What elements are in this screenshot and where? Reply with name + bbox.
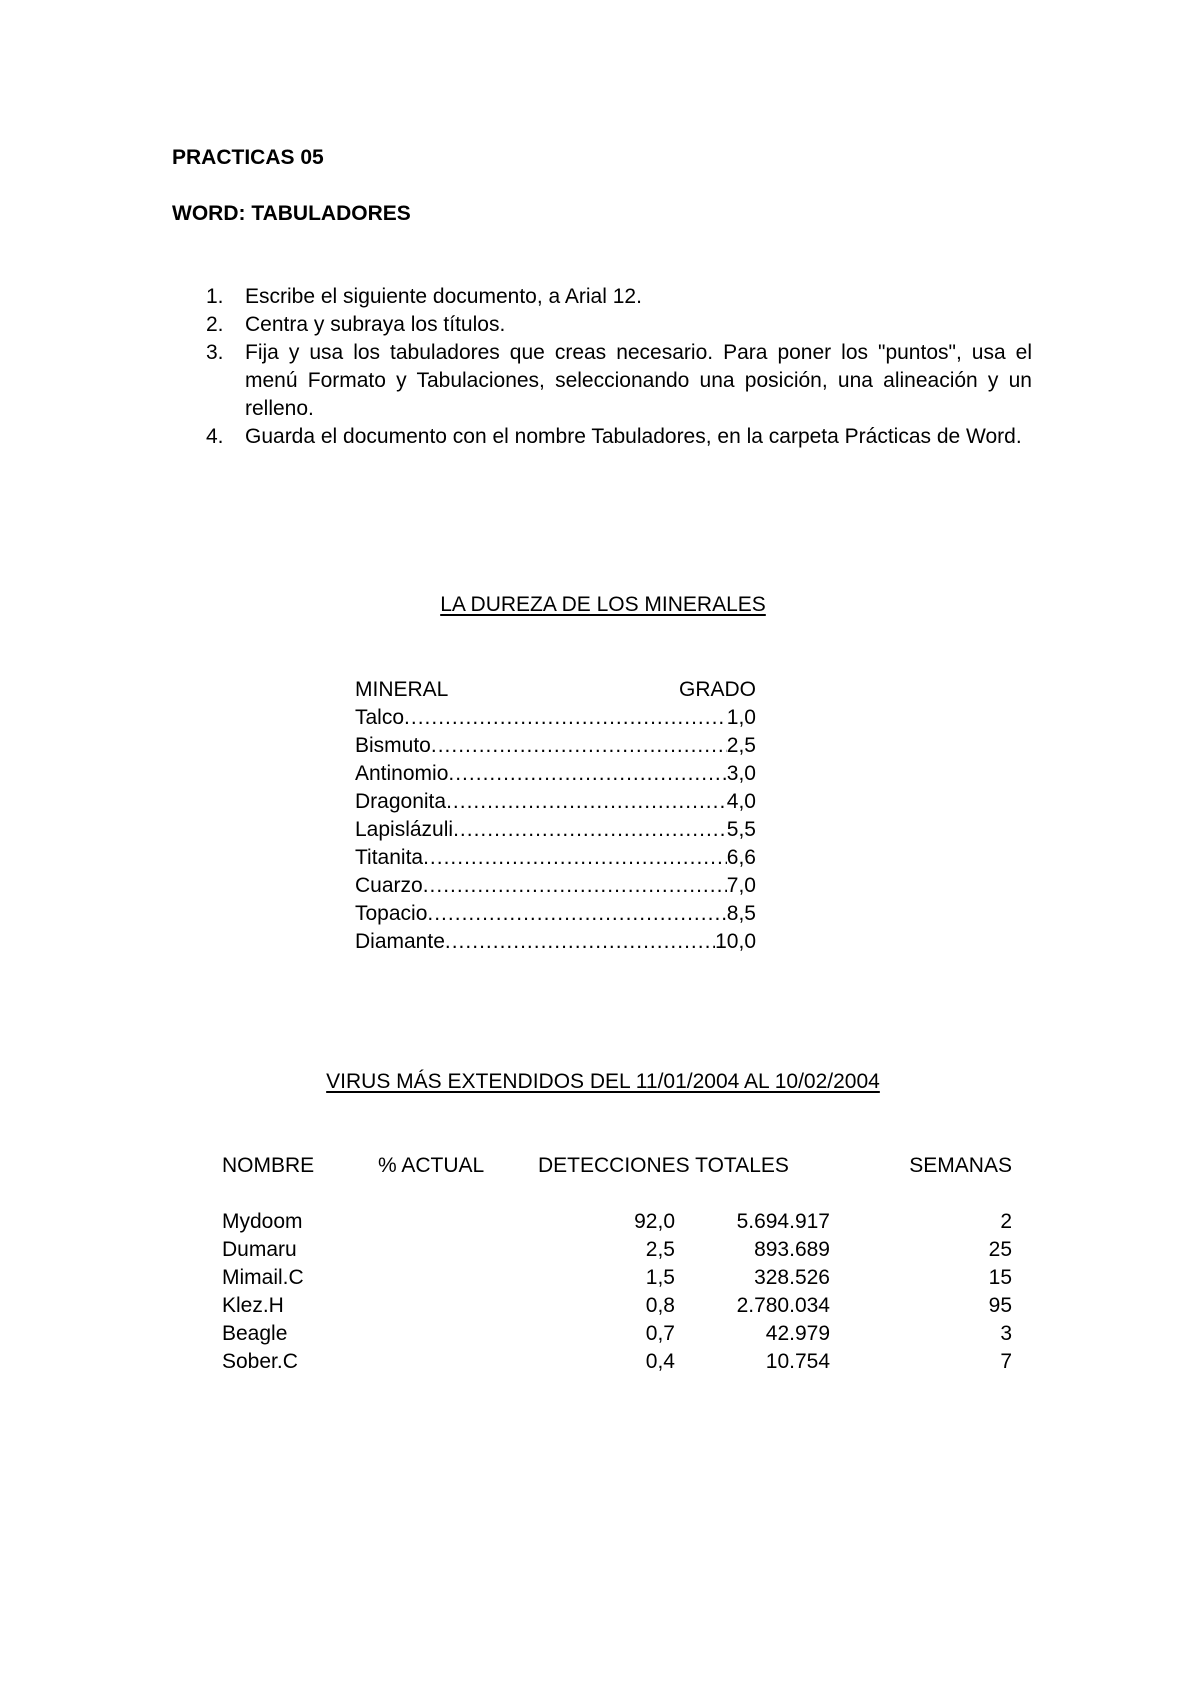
mineral-grade: 6,6 [726, 846, 756, 869]
mineral-name: Lapislázuli [355, 818, 454, 841]
detections-column-header: DETECCIONES TOTALES [538, 1154, 789, 1177]
mineral-row [355, 844, 756, 872]
document-subtitle: WORD: TABULADORES [172, 202, 411, 225]
instruction-item [206, 283, 1032, 311]
virus-weeks: 25 [988, 1238, 1012, 1261]
dot-leader [445, 928, 715, 956]
name-column-header: NOMBRE [222, 1154, 315, 1177]
mineral-grade: 5,5 [726, 818, 756, 841]
mineral-row [355, 900, 756, 928]
dot-leader [427, 900, 726, 928]
mineral-row [355, 760, 756, 788]
dot-leader [423, 844, 727, 872]
mineral-grade: 10,0 [715, 930, 756, 953]
instruction-text: Centra y subraya los títulos. [245, 313, 506, 336]
mineral-row [355, 732, 756, 760]
mineral-grade: 4,0 [726, 790, 756, 813]
dot-leader [448, 760, 726, 788]
virus-name: Klez.H [222, 1294, 284, 1317]
virus-name: Beagle [222, 1322, 288, 1345]
virus-row [222, 1348, 1012, 1376]
mineral-row [355, 704, 756, 732]
mineral-name: Diamante [355, 930, 445, 953]
instruction-item [206, 311, 1032, 339]
instruction-text: Guarda el documento con el nombre Tabuladores, en la carpeta Prácticas de Word. [245, 425, 1022, 448]
virus-weeks: 95 [988, 1294, 1012, 1317]
virus-detections: 893.689 [754, 1238, 830, 1261]
instruction-number: 2. [206, 313, 224, 336]
virus-row [222, 1208, 1012, 1236]
instruction-text: Fija y usa los tabuladores que creas necesario. Para poner los "puntos", usa el menú Formato y Tabulaciones, seleccionando una posición, una alineación y un relleno. [245, 341, 1032, 420]
dot-leader [404, 704, 727, 732]
virus-row [222, 1292, 1012, 1320]
virus-row [222, 1264, 1012, 1292]
percent-column-header: % ACTUAL [378, 1154, 485, 1177]
mineral-name: Dragonita [355, 790, 447, 813]
virus-weeks: 15 [988, 1266, 1012, 1289]
virus-percent: 92,0 [634, 1210, 675, 1233]
mineral-grade: 8,5 [726, 902, 756, 925]
mineral-row [355, 928, 756, 956]
mineral-name: Antinomio [355, 762, 449, 785]
virus-detections: 10.754 [765, 1350, 830, 1373]
virus-name: Dumaru [222, 1238, 297, 1261]
dot-leader [423, 872, 727, 900]
instruction-item [206, 339, 1032, 423]
instructions-list [206, 283, 1032, 451]
instruction-number: 1. [206, 285, 224, 308]
minerals-header-row [355, 676, 756, 704]
mineral-name: Titanita [355, 846, 424, 869]
virus-detections: 328.526 [754, 1266, 830, 1289]
instruction-text: Escribe el siguiente documento, a Arial 12. [245, 285, 642, 308]
virus-row [222, 1236, 1012, 1264]
virus-percent: 0,4 [645, 1350, 675, 1373]
virus-detections: 5.694.917 [736, 1210, 830, 1233]
mineral-grade: 1,0 [726, 706, 756, 729]
mineral-row [355, 872, 756, 900]
virus-percent: 0,7 [645, 1322, 675, 1345]
grade-column-header: GRADO [678, 678, 756, 701]
mineral-name: Cuarzo [355, 874, 423, 897]
virus-detections: 2.780.034 [736, 1294, 830, 1317]
virus-title-text: VIRUS MÁS EXTENDIDOS DEL 11/01/2004 AL 10/02/2004 [326, 1070, 880, 1093]
virus-row [222, 1320, 1012, 1348]
mineral-name: Talco [355, 706, 405, 729]
mineral-name: Bismuto [355, 734, 431, 757]
document-title: PRACTICAS 05 [172, 146, 324, 169]
mineral-column-header: MINERAL [355, 678, 449, 701]
mineral-grade: 3,0 [726, 762, 756, 785]
virus-header-row [222, 1152, 1012, 1180]
virus-detections: 42.979 [765, 1322, 830, 1345]
instruction-number: 4. [206, 425, 224, 448]
virus-percent: 0,8 [645, 1294, 675, 1317]
mineral-row [355, 816, 756, 844]
dot-leader [453, 816, 727, 844]
virus-percent: 1,5 [645, 1266, 675, 1289]
virus-weeks: 2 [1000, 1210, 1012, 1233]
virus-table [222, 1152, 1012, 1376]
minerals-title-text: LA DUREZA DE LOS MINERALES [440, 593, 766, 616]
minerals-section-title [0, 592, 1200, 618]
virus-name: Mimail.C [222, 1266, 304, 1289]
minerals-table [355, 676, 756, 956]
mineral-grade: 2,5 [726, 734, 756, 757]
dot-leader [431, 732, 727, 760]
virus-name: Sober.C [222, 1350, 298, 1373]
virus-section-title [0, 1069, 1200, 1095]
instruction-number: 3. [206, 341, 224, 364]
mineral-name: Topacio [355, 902, 428, 925]
weeks-column-header: SEMANAS [909, 1154, 1012, 1177]
mineral-row [355, 788, 756, 816]
dot-leader [446, 788, 727, 816]
virus-weeks: 7 [1000, 1350, 1012, 1373]
mineral-grade: 7,0 [726, 874, 756, 897]
virus-percent: 2,5 [645, 1238, 675, 1261]
instruction-item [206, 423, 1032, 451]
virus-weeks: 3 [1000, 1322, 1012, 1345]
virus-name: Mydoom [222, 1210, 303, 1233]
